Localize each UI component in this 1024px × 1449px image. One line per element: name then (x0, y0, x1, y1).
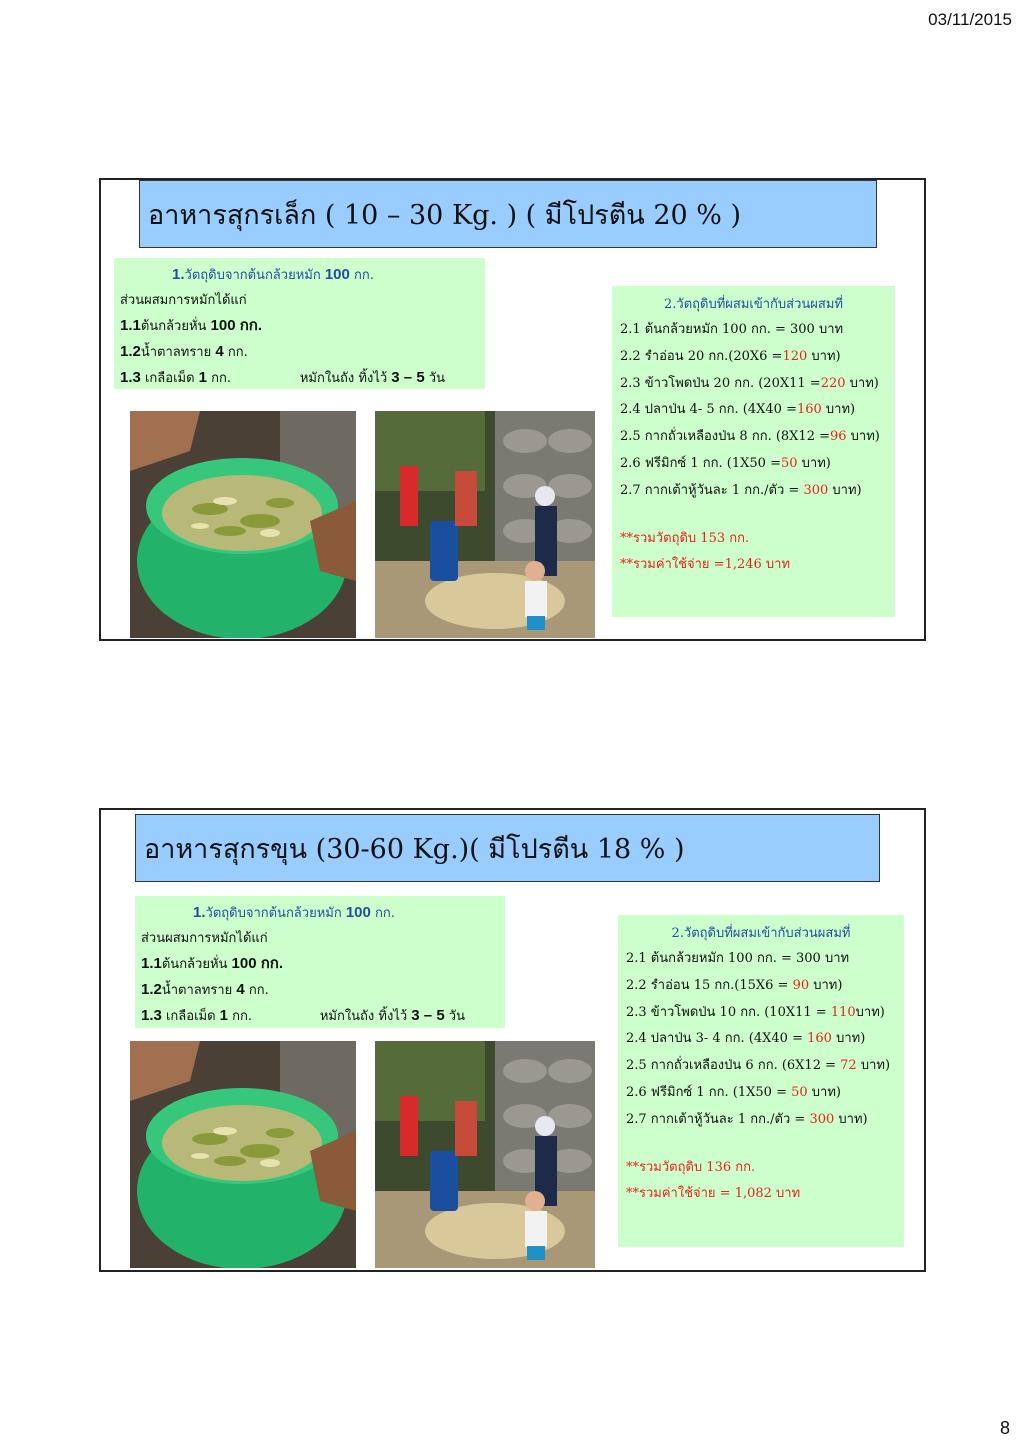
raw-subheader: ส่วนผสมการหมักได้แก่ (141, 931, 268, 946)
mix-line: 2.1 ต้นกล้วยหมัก 100 กก. = 300 บาท (626, 951, 850, 966)
photo-mixing-feed (375, 1041, 595, 1268)
mix-line: 2.3 ข้าวโพดป่น 20 กก. (20X11 =220 บาท) (620, 375, 879, 391)
mix-line: 2.3 ข้าวโพดป่น 10 กก. (10X11 = 110บาท) (626, 1004, 885, 1020)
photo-fermented-banana-bucket (130, 1041, 356, 1268)
total-material: **รวมวัตถุดิบ 136 กก. (626, 1159, 756, 1175)
mix-line: 2.7 กากเต้าหู้วันละ 1 กก./ตัว = 300 บาท) (620, 482, 862, 498)
raw-line-3: 1.3 เกลือเม็ด 1 กก. หมักในถัง ทิ้งไว้ 3 – 5 วัน (120, 369, 445, 386)
total-cost: **รวมค่าใช้จ่าย =1,246 บาท (620, 557, 791, 573)
raw-line-3: 1.3 เกลือเม็ด 1 กก. หมักในถัง ทิ้งไว้ 3 – 5 วัน (141, 1007, 465, 1024)
print-date: 03/11/2015 (928, 10, 1012, 29)
raw-header: 1.วัตถุดิบจากต้นกล้วยหมัก 100 กก. (172, 266, 374, 283)
mix-line: 2.7 กากเต้าหู้วันละ 1 กก./ตัว = 300 บาท) (626, 1111, 868, 1127)
total-material: **รวมวัตถุดิบ 153 กก. (620, 530, 750, 546)
mix-line: 2.5 กากถั่วเหลืองป่น 6 กก. (6X12 = 72 บาท) (626, 1058, 891, 1074)
raw-line-1: 1.1ต้นกล้วยหั่น 100 กก. (120, 317, 263, 334)
mix-line: 2.5 กากถั่วเหลืองป่น 8 กก. (8X12 =96 บาท) (620, 429, 880, 445)
mix-ingredients-box (612, 286, 895, 617)
slide-1 (99, 178, 926, 641)
raw-line-1: 1.1ต้นกล้วยหั่น 100 กก. (141, 955, 284, 972)
photo-fermented-banana-bucket (130, 411, 356, 638)
slide-2 (99, 808, 926, 1272)
mix-ingredients-box (618, 915, 904, 1247)
slide-title: อาหารสุกรเล็ก ( 10 – 30 Kg. ) ( มีโปรตีน 20 % ) (139, 180, 877, 248)
raw-material-box (114, 258, 485, 389)
mix-header: 2.วัตถุดิบที่ผสมเข้ากับส่วนผสมที่ (664, 297, 843, 312)
raw-header: 1.วัตถุดิบจากต้นกล้วยหมัก 100 กก. (193, 904, 395, 921)
mix-line: 2.6 ฟรีมิกซ์ 1 กก. (1X50 = 50 บาท) (626, 1084, 841, 1100)
mix-line: 2.1 ต้นกล้วยหมัก 100 กก. = 300 บาท (620, 322, 844, 337)
raw-material-box (135, 896, 505, 1028)
slide-title: อาหารสุกรขุน (30-60 Kg.)( มีโปรตีน 18 % ) (135, 814, 880, 882)
raw-line-2: 1.2น้ำตาลทราย 4 กก. (120, 343, 248, 360)
mix-line: 2.2 รำอ่อน 15 กก.(15X6 = 90 บาท) (626, 977, 843, 993)
mix-header: 2.วัตถุดิบที่ผสมเข้ากับส่วนผสมที่ (671, 926, 851, 941)
photo-mixing-feed (375, 411, 595, 638)
raw-line-2: 1.2น้ำตาลทราย 4 กก. (141, 981, 269, 998)
total-cost: **รวมค่าใช้จ่าย = 1,082 บาท (626, 1186, 801, 1202)
mix-line: 2.2 รำอ่อน 20 กก.(20X6 =120 บาท) (620, 348, 841, 364)
mix-line: 2.4 ปลาป่น 3- 4 กก. (4X40 = 160 บาท) (626, 1031, 866, 1047)
page-number: 8 (999, 1418, 1010, 1438)
raw-subheader: ส่วนผสมการหมักได้แก่ (120, 293, 247, 308)
mix-line: 2.4 ปลาป่น 4- 5 กก. (4X40 =160 บาท) (620, 402, 856, 418)
mix-line: 2.6 ฟรีมิกซ์ 1 กก. (1X50 =50 บาท) (620, 455, 831, 471)
